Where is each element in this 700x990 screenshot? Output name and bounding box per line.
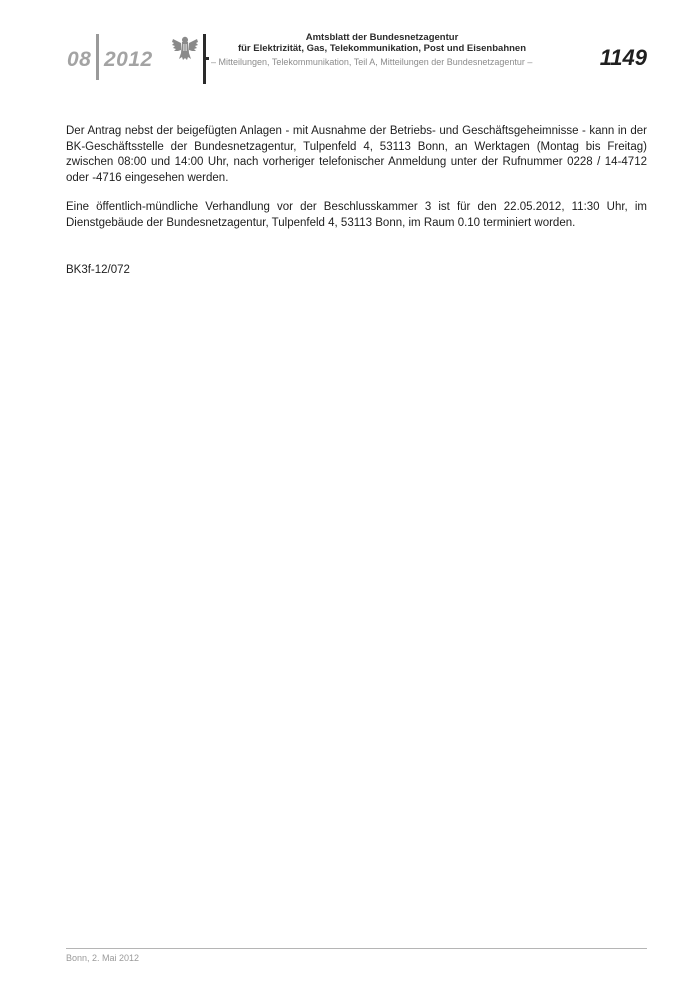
journal-title-line2: für Elektrizität, Gas, Telekommunikation, Post und Eisenbahnen xyxy=(237,43,527,54)
section-subtitle: – Mitteilungen, Telekommunikation, Teil A, Mitteilungen der Bundesnetzagentur – xyxy=(211,57,533,67)
body-paragraph: Der Antrag nebst der beigefügten Anlagen - mit Ausnahme der Betriebs- und Geschäftsgeheimnisse - kann in der BK-Geschäftsstelle der Bundesnetzagentur, Tulpenfeld 4, 53113 Bonn, an Werktagen (Montag bis Freitag) zwischen 08:00 und 14:00 Uhr, nach vorheriger telefonischer Anmeldung unter der Rufnummer 0228 / 14-4712 oder -4716 eingesehen werden. xyxy=(66,125,647,184)
federal-eagle-icon xyxy=(170,33,200,63)
issue-number: 08 xyxy=(67,48,92,71)
footer-divider xyxy=(66,948,647,949)
reference-number: BK3f-12/072 xyxy=(66,264,130,276)
footer-date: Bonn, 2. Mai 2012 xyxy=(66,953,140,963)
page-header xyxy=(0,0,700,90)
body-paragraph: Eine öffentlich-mündliche Verhandlung vor der Beschlusskammer 3 ist für den 22.05.2012, 11:30 Uhr, im Dienstgebäude der Bundesnetzagentur, Tulpenfeld 4, 53113 Bonn, im Raum 0.10 terminiert worden. xyxy=(66,201,647,229)
issue-year: 2012 xyxy=(104,48,153,71)
issue-divider xyxy=(96,34,99,80)
logo-bar-accent xyxy=(203,57,209,60)
page-number: 1149 xyxy=(599,45,647,70)
journal-title xyxy=(232,32,532,54)
journal-title-line1: Amtsblatt der Bundesnetzagentur xyxy=(305,32,459,43)
document-body xyxy=(66,124,647,245)
